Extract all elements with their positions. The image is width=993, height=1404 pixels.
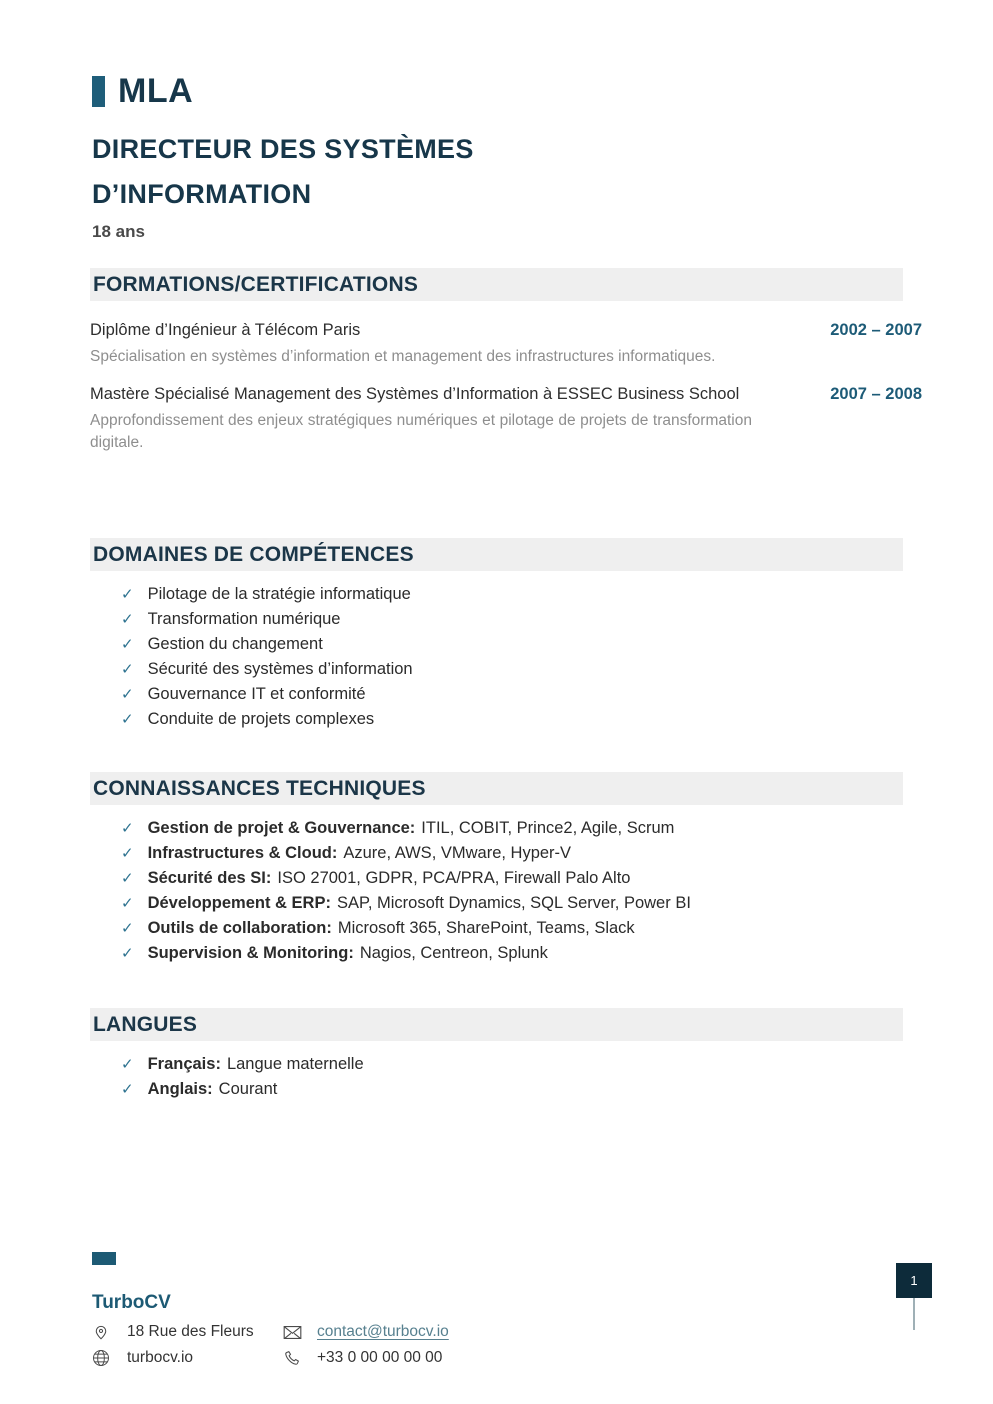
competence-label: Sécurité des systèmes d’information bbox=[147, 660, 413, 678]
langue-value: Langue maternelle bbox=[226, 1055, 364, 1073]
check-icon: ✓ bbox=[121, 845, 134, 862]
check-icon: ✓ bbox=[121, 1056, 134, 1073]
check-icon: ✓ bbox=[121, 820, 134, 837]
techniques-list bbox=[90, 820, 922, 962]
cv-footer bbox=[92, 1252, 449, 1367]
phone-icon bbox=[283, 1349, 317, 1367]
check-icon: ✓ bbox=[121, 870, 134, 887]
formation-title: Diplôme d’Ingénieur à Télécom Paris bbox=[90, 321, 361, 339]
globe-icon bbox=[92, 1349, 127, 1367]
check-icon: ✓ bbox=[121, 661, 134, 678]
entry-head bbox=[90, 317, 922, 343]
accent-bar bbox=[92, 76, 105, 107]
check-icon: ✓ bbox=[121, 636, 134, 653]
check-icon: ✓ bbox=[121, 895, 134, 912]
competences-list bbox=[90, 586, 922, 728]
page-badge-line bbox=[913, 1298, 915, 1330]
formation-entries bbox=[90, 317, 922, 454]
formation-title: Mastère Spécialisé Management des Systèmes d’Information à ESSEC Business School bbox=[90, 385, 740, 403]
list-item bbox=[121, 820, 922, 837]
entry-head bbox=[90, 381, 922, 407]
email-link[interactable]: contact@turbocv.io bbox=[317, 1323, 449, 1340]
job-title-line2: D’INFORMATION bbox=[92, 179, 312, 209]
langues-list bbox=[90, 1056, 922, 1098]
technique-label: Gestion de projet & Gouvernance: bbox=[147, 819, 416, 837]
formation-entry bbox=[90, 381, 922, 454]
langue-label: Français: bbox=[147, 1055, 221, 1073]
competence-label: Gouvernance IT et conformité bbox=[147, 685, 366, 703]
technique-value: Microsoft 365, SharePoint, Teams, Slack bbox=[337, 919, 635, 937]
section-langues bbox=[90, 1008, 922, 1106]
technique-label: Infrastructures & Cloud: bbox=[147, 844, 338, 862]
section-title-langues: LANGUES bbox=[90, 1008, 903, 1041]
list-item bbox=[121, 586, 922, 603]
list-item bbox=[121, 686, 922, 703]
section-techniques bbox=[90, 772, 922, 970]
footer-accent-bar bbox=[92, 1252, 116, 1265]
check-icon: ✓ bbox=[121, 1081, 134, 1098]
section-title-techniques: CONNAISSANCES TECHNIQUES bbox=[90, 772, 903, 805]
list-item bbox=[121, 920, 922, 937]
formation-dates: 2007 – 2008 bbox=[830, 385, 922, 403]
section-competences bbox=[90, 538, 922, 736]
brand-name: TurboCV bbox=[92, 1292, 171, 1313]
page-number-badge: 1 bbox=[896, 1263, 932, 1298]
technique-value: ISO 27001, GDPR, PCA/PRA, Firewall Palo Alto bbox=[277, 869, 631, 887]
candidate-name: MLA bbox=[118, 72, 194, 110]
formation-description: Approfondissement des enjeux stratégiques numériques et pilotage de projets de transformation digitale. bbox=[90, 412, 752, 451]
list-item bbox=[121, 636, 922, 653]
job-title bbox=[92, 127, 922, 217]
langue-label: Anglais: bbox=[147, 1080, 213, 1098]
competence-label: Transformation numérique bbox=[147, 610, 341, 628]
list-item bbox=[121, 711, 922, 728]
check-icon: ✓ bbox=[121, 711, 134, 728]
job-title-line1: DIRECTEUR DES SYSTÈMES bbox=[92, 134, 474, 164]
technique-value: SAP, Microsoft Dynamics, SQL Server, Power BI bbox=[336, 894, 691, 912]
email-icon bbox=[283, 1325, 317, 1340]
list-item bbox=[121, 1081, 922, 1098]
address-text: 18 Rue des Fleurs bbox=[127, 1323, 254, 1340]
technique-value: Nagios, Centreon, Splunk bbox=[359, 944, 548, 962]
contact-info bbox=[92, 1323, 449, 1367]
competence-label: Gestion du changement bbox=[147, 635, 323, 653]
formation-dates: 2002 – 2007 bbox=[830, 321, 922, 339]
competence-label: Pilotage de la stratégie informatique bbox=[147, 585, 411, 603]
technique-label: Supervision & Monitoring: bbox=[147, 944, 354, 962]
experience-years: 18 ans bbox=[92, 222, 145, 241]
section-title-competences: DOMAINES DE COMPÉTENCES bbox=[90, 538, 903, 571]
section-formations bbox=[90, 268, 922, 467]
check-icon: ✓ bbox=[121, 920, 134, 937]
technique-value: ITIL, COBIT, Prince2, Agile, Scrum bbox=[421, 819, 675, 837]
list-item bbox=[121, 945, 922, 962]
list-item bbox=[121, 661, 922, 678]
check-icon: ✓ bbox=[121, 945, 134, 962]
competence-label: Conduite de projets complexes bbox=[147, 710, 375, 728]
technique-label: Outils de collaboration: bbox=[147, 919, 332, 937]
technique-label: Sécurité des SI: bbox=[147, 869, 272, 887]
langue-value: Courant bbox=[218, 1080, 278, 1098]
list-item bbox=[121, 1056, 922, 1073]
technique-label: Développement & ERP: bbox=[147, 894, 331, 912]
formation-entry bbox=[90, 317, 922, 368]
check-icon: ✓ bbox=[121, 686, 134, 703]
phone-text: +33 0 00 00 00 00 bbox=[317, 1349, 443, 1366]
location-pin-icon bbox=[92, 1323, 127, 1341]
name-row bbox=[92, 72, 922, 111]
website-text: turbocv.io bbox=[127, 1349, 194, 1366]
formation-description: Spécialisation en systèmes d’information et management des infrastructures informatiques. bbox=[90, 348, 716, 365]
check-icon: ✓ bbox=[121, 586, 134, 603]
technique-value: Azure, AWS, VMware, Hyper-V bbox=[343, 844, 572, 862]
cv-header bbox=[92, 72, 922, 242]
section-title-formations: FORMATIONS/CERTIFICATIONS bbox=[90, 268, 903, 301]
list-item bbox=[121, 870, 922, 887]
list-item bbox=[121, 895, 922, 912]
check-icon: ✓ bbox=[121, 611, 134, 628]
list-item bbox=[121, 845, 922, 862]
list-item bbox=[121, 611, 922, 628]
